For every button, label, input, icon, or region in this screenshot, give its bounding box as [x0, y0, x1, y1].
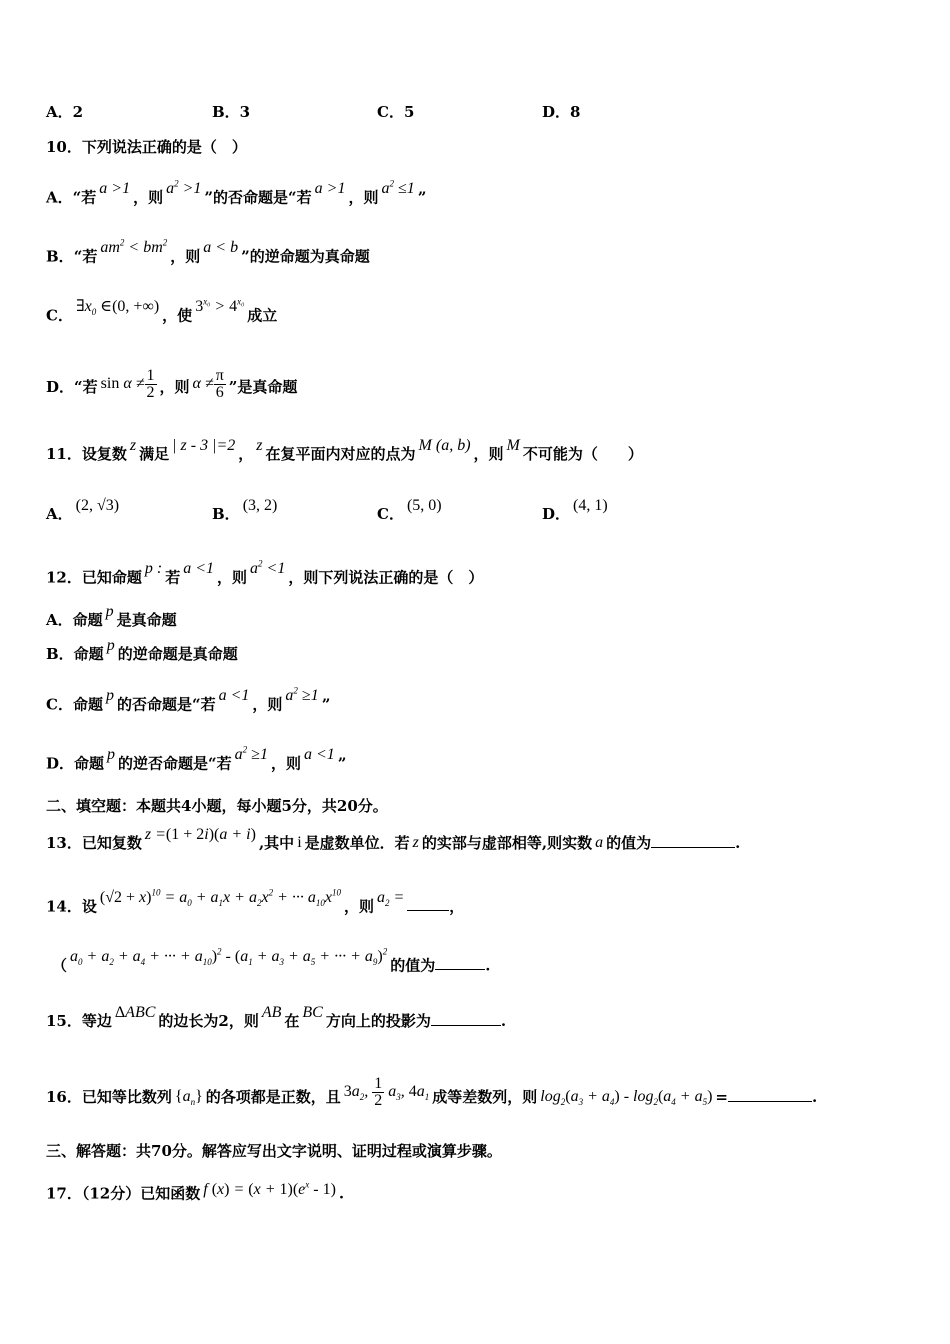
q13-text: 的值为 [606, 834, 652, 852]
q11-text: ， [238, 445, 254, 463]
q12-b-text: B．命题 [46, 645, 104, 663]
q12-c-formula-1: a <1 [218, 687, 250, 705]
q12-d-text: 的逆否命题是“若 [118, 754, 232, 773]
q12-d-text: ” [337, 754, 347, 773]
q11-option-a [46, 497, 122, 525]
q9-option-c: C．5 [377, 103, 415, 121]
q12-b-text: 的逆命题是真命题 [117, 645, 238, 663]
q11-text: 不可能为（ ） [522, 445, 643, 463]
q11-c-value: (5, 0) [406, 497, 442, 514]
q12-option-b [46, 637, 910, 665]
q16-answer-blank[interactable] [728, 1101, 812, 1102]
section3-heading: 三、解答题：共70分。解答应写出文字说明、证明过程或演算步骤。 [46, 1142, 502, 1160]
q10-a-label: A． [46, 188, 73, 207]
q12-formula-2: $a^2 <1$ [250, 559, 286, 578]
q16-text: 16．已知等比数列 [46, 1088, 172, 1107]
q10-a-text: ” [417, 188, 427, 207]
q10-d-formula-1: sin α ≠ $\frac{1}{2}$ [100, 367, 155, 401]
q12-formula-1: a <1 [183, 560, 215, 578]
q11-stem [46, 437, 910, 465]
q12-c-text: 的否命题是“若 [116, 695, 216, 714]
q10-d-text: ”是真命题 [228, 378, 298, 397]
q11-c-label: C． [377, 505, 404, 523]
q12-text: 若 [165, 568, 181, 587]
q10-c-label: C． [46, 306, 73, 325]
q10-a-formula-4: $a^2 \le 1$ [381, 179, 415, 198]
q12-text: ，则下列说法正确的是（ ） [288, 568, 484, 587]
q14 [46, 888, 910, 923]
q11-text: 11．设复数 [46, 445, 127, 463]
q17-text: . [338, 1184, 345, 1203]
q17-function: f $(x) = (x + 1)(e^x - 1)$ [203, 1180, 336, 1199]
q12-c-text: ” [321, 695, 331, 714]
q13-var-z: z [412, 834, 419, 851]
q14-text: . [485, 956, 491, 975]
q13-var-i: i [297, 834, 302, 851]
q13-text: . [735, 834, 741, 852]
q11-formula-point: M (a, b) [418, 437, 471, 454]
q11-option-c [377, 497, 445, 525]
q14-line2 [52, 947, 910, 982]
q14-expansion-formula: $(√2 + x)^{10} = a_0 + a_1x + a_2x^2$ + ··· $a_{10}x^{10}$ [99, 888, 341, 909]
q14-text: ，则 [343, 897, 374, 916]
q9-option-b: B．3 [212, 103, 251, 121]
q12-option-a [46, 603, 910, 631]
q12-d-text: D．命题 [46, 754, 105, 773]
q15 [46, 1004, 910, 1032]
q13 [46, 826, 910, 854]
q12-c-text: C．命题 [46, 695, 103, 714]
q10-a-text: ，则 [348, 188, 379, 207]
q11-d-value: (4, 1) [573, 497, 608, 514]
q16-text: . [812, 1088, 818, 1107]
q14-answer-blank-2[interactable] [435, 969, 485, 970]
q10-stem: 10．下列说法正确的是（ ） [46, 138, 247, 156]
q13-var-a: a [595, 834, 604, 851]
section2-heading: 二、填空题：本题共4小题，每小题5分，共20分。 [46, 797, 388, 815]
q10-a-formula-3: a >1 [314, 180, 346, 198]
q10-option-b [46, 238, 910, 267]
q12-a-text: A．命题 [46, 611, 103, 629]
q16-log-expression: $\log_2(a_3 + a_4) - \log_2(a_4 + a_5)$ [540, 1088, 713, 1108]
q15-text: 15．等边 [46, 1012, 112, 1030]
q12-c-var-p: p [105, 687, 114, 705]
q15-vector-bc: BC [302, 1004, 323, 1021]
q10-d-text: “若 [74, 378, 98, 397]
q11-formula-modulus: | z - 3 |=2 [172, 437, 236, 454]
q12-var-p: p : [144, 560, 163, 578]
q15-text: 的边长为2，则 [158, 1012, 259, 1030]
q12-c-text: ，则 [252, 695, 283, 714]
q12-d-var-p: p [107, 746, 116, 764]
q17 [46, 1179, 910, 1204]
q10-b-text: ，则 [170, 247, 201, 266]
q9-option-d: D．8 [542, 103, 581, 121]
q10-d-formula-2: α ≠ $\frac{\pi}{6}$ [192, 367, 224, 401]
q14-text: ， [449, 897, 465, 916]
q10-option-a [46, 179, 910, 208]
q10-a-text: ，则 [133, 188, 164, 207]
q15-text: 在 [284, 1012, 300, 1030]
q12-a-var-p: p [105, 603, 114, 620]
q15-triangle: ΔABC [114, 1004, 156, 1021]
q11-a-label: A． [46, 505, 73, 523]
q10-option-d [46, 367, 910, 405]
q11-var-m: M [506, 437, 520, 454]
q10-b-formula-1: $am^2 < bm^2$ [100, 238, 168, 257]
q13-text: 的实部与虚部相等,则实数 [421, 834, 593, 852]
q14-answer-blank-1[interactable] [407, 910, 449, 911]
q16-sequence: $\{a_n\}$ [174, 1088, 203, 1108]
q12-option-d [46, 745, 910, 774]
q10-b-formula-2: a < b [203, 239, 239, 257]
q11-option-b [212, 497, 280, 525]
q10-a-formula-1: a >1 [99, 180, 131, 198]
q10-b-text: “若 [73, 247, 98, 266]
q12-a-text: 是真命题 [116, 611, 177, 629]
q10-a-formula-2: $a^2 >1$ [166, 179, 202, 198]
q14-var-a2: $a_2$ = [376, 889, 405, 909]
q15-vector-ab: AB [261, 1004, 282, 1021]
q16-text: = [715, 1088, 728, 1107]
q12-b-var-p: p [106, 637, 115, 654]
q10-d-label: D． [46, 378, 75, 397]
q12-d-formula-2: a <1 [303, 746, 335, 764]
q11-a-value: (2, √3) [75, 497, 120, 514]
q12-d-text: ，则 [270, 754, 301, 773]
q16 [46, 1075, 910, 1115]
q13-text: 13．已知复数 [46, 834, 142, 852]
q10-c-formula-2: $3^{x_0} > 4^{x_0}$ [195, 297, 245, 316]
q9-option-a: A．2 [46, 103, 84, 121]
q10-b-text: ”的逆命题为真命题 [241, 247, 370, 266]
q15-text: 方向上的投影为 [325, 1012, 431, 1030]
q11-text: 在复平面内对应的点为 [265, 445, 416, 463]
q13-text: 是虚数单位．若 [304, 834, 410, 852]
q12-option-c [46, 686, 910, 715]
q12-stem [46, 559, 910, 588]
q16-terms: $3a_2$, $\frac{1}{2}$ $a_3$, $4a_1$ [343, 1075, 430, 1109]
q11-b-value: (3, 2) [242, 497, 278, 514]
q10-c-text: 成立 [247, 306, 278, 325]
q12-text: 12．已知命题 [46, 568, 142, 587]
q11-option-d [542, 497, 611, 525]
q10-b-label: B． [46, 247, 74, 266]
q14-text: 的值为 [390, 956, 436, 975]
q10-c-formula-1: $\exists x_0$ ∈(0, +∞) [75, 298, 160, 318]
q12-text: ，则 [217, 568, 248, 587]
q11-d-label: D． [542, 505, 571, 523]
q14-square-formula: $a_0 + a_2 + a_4$ + ··· + $a_{10})^2 - (a_1 + a_3 + a_5$ + ··· + $a_9)^2$ [70, 947, 388, 968]
q13-text: ,其中 [258, 834, 295, 852]
q17-text: 17．（12分）已知函数 [46, 1184, 201, 1203]
q12-d-formula-1: $a^2 \ge 1$ [234, 745, 268, 764]
q11-var-z: z [129, 437, 137, 454]
q12-c-formula-2: $a^2 \ge 1$ [285, 686, 319, 705]
q14-text: 14．设 [46, 897, 97, 916]
q14-text: （ [52, 956, 68, 975]
q11-text: 满足 [139, 445, 170, 463]
q13-answer-blank[interactable] [651, 847, 735, 848]
q10-d-text: ，则 [159, 378, 190, 397]
q15-text: . [500, 1012, 507, 1030]
q11-var-z2: z [256, 437, 263, 454]
q16-text: 成等差数列，则 [432, 1088, 538, 1107]
q10-a-text: ”的否命题是“若 [204, 188, 312, 207]
q10-c-text: ，使 [162, 306, 193, 325]
q15-answer-blank[interactable] [431, 1025, 501, 1026]
q10-option-c [46, 297, 910, 332]
q16-text: 的各项都是正数，且 [205, 1088, 341, 1107]
q10-a-text: “若 [72, 188, 97, 207]
q11-text: ，则 [473, 445, 504, 463]
q11-b-label: B． [212, 505, 240, 523]
q13-formula: z =(1 + 2i)(a + i) [144, 826, 256, 843]
